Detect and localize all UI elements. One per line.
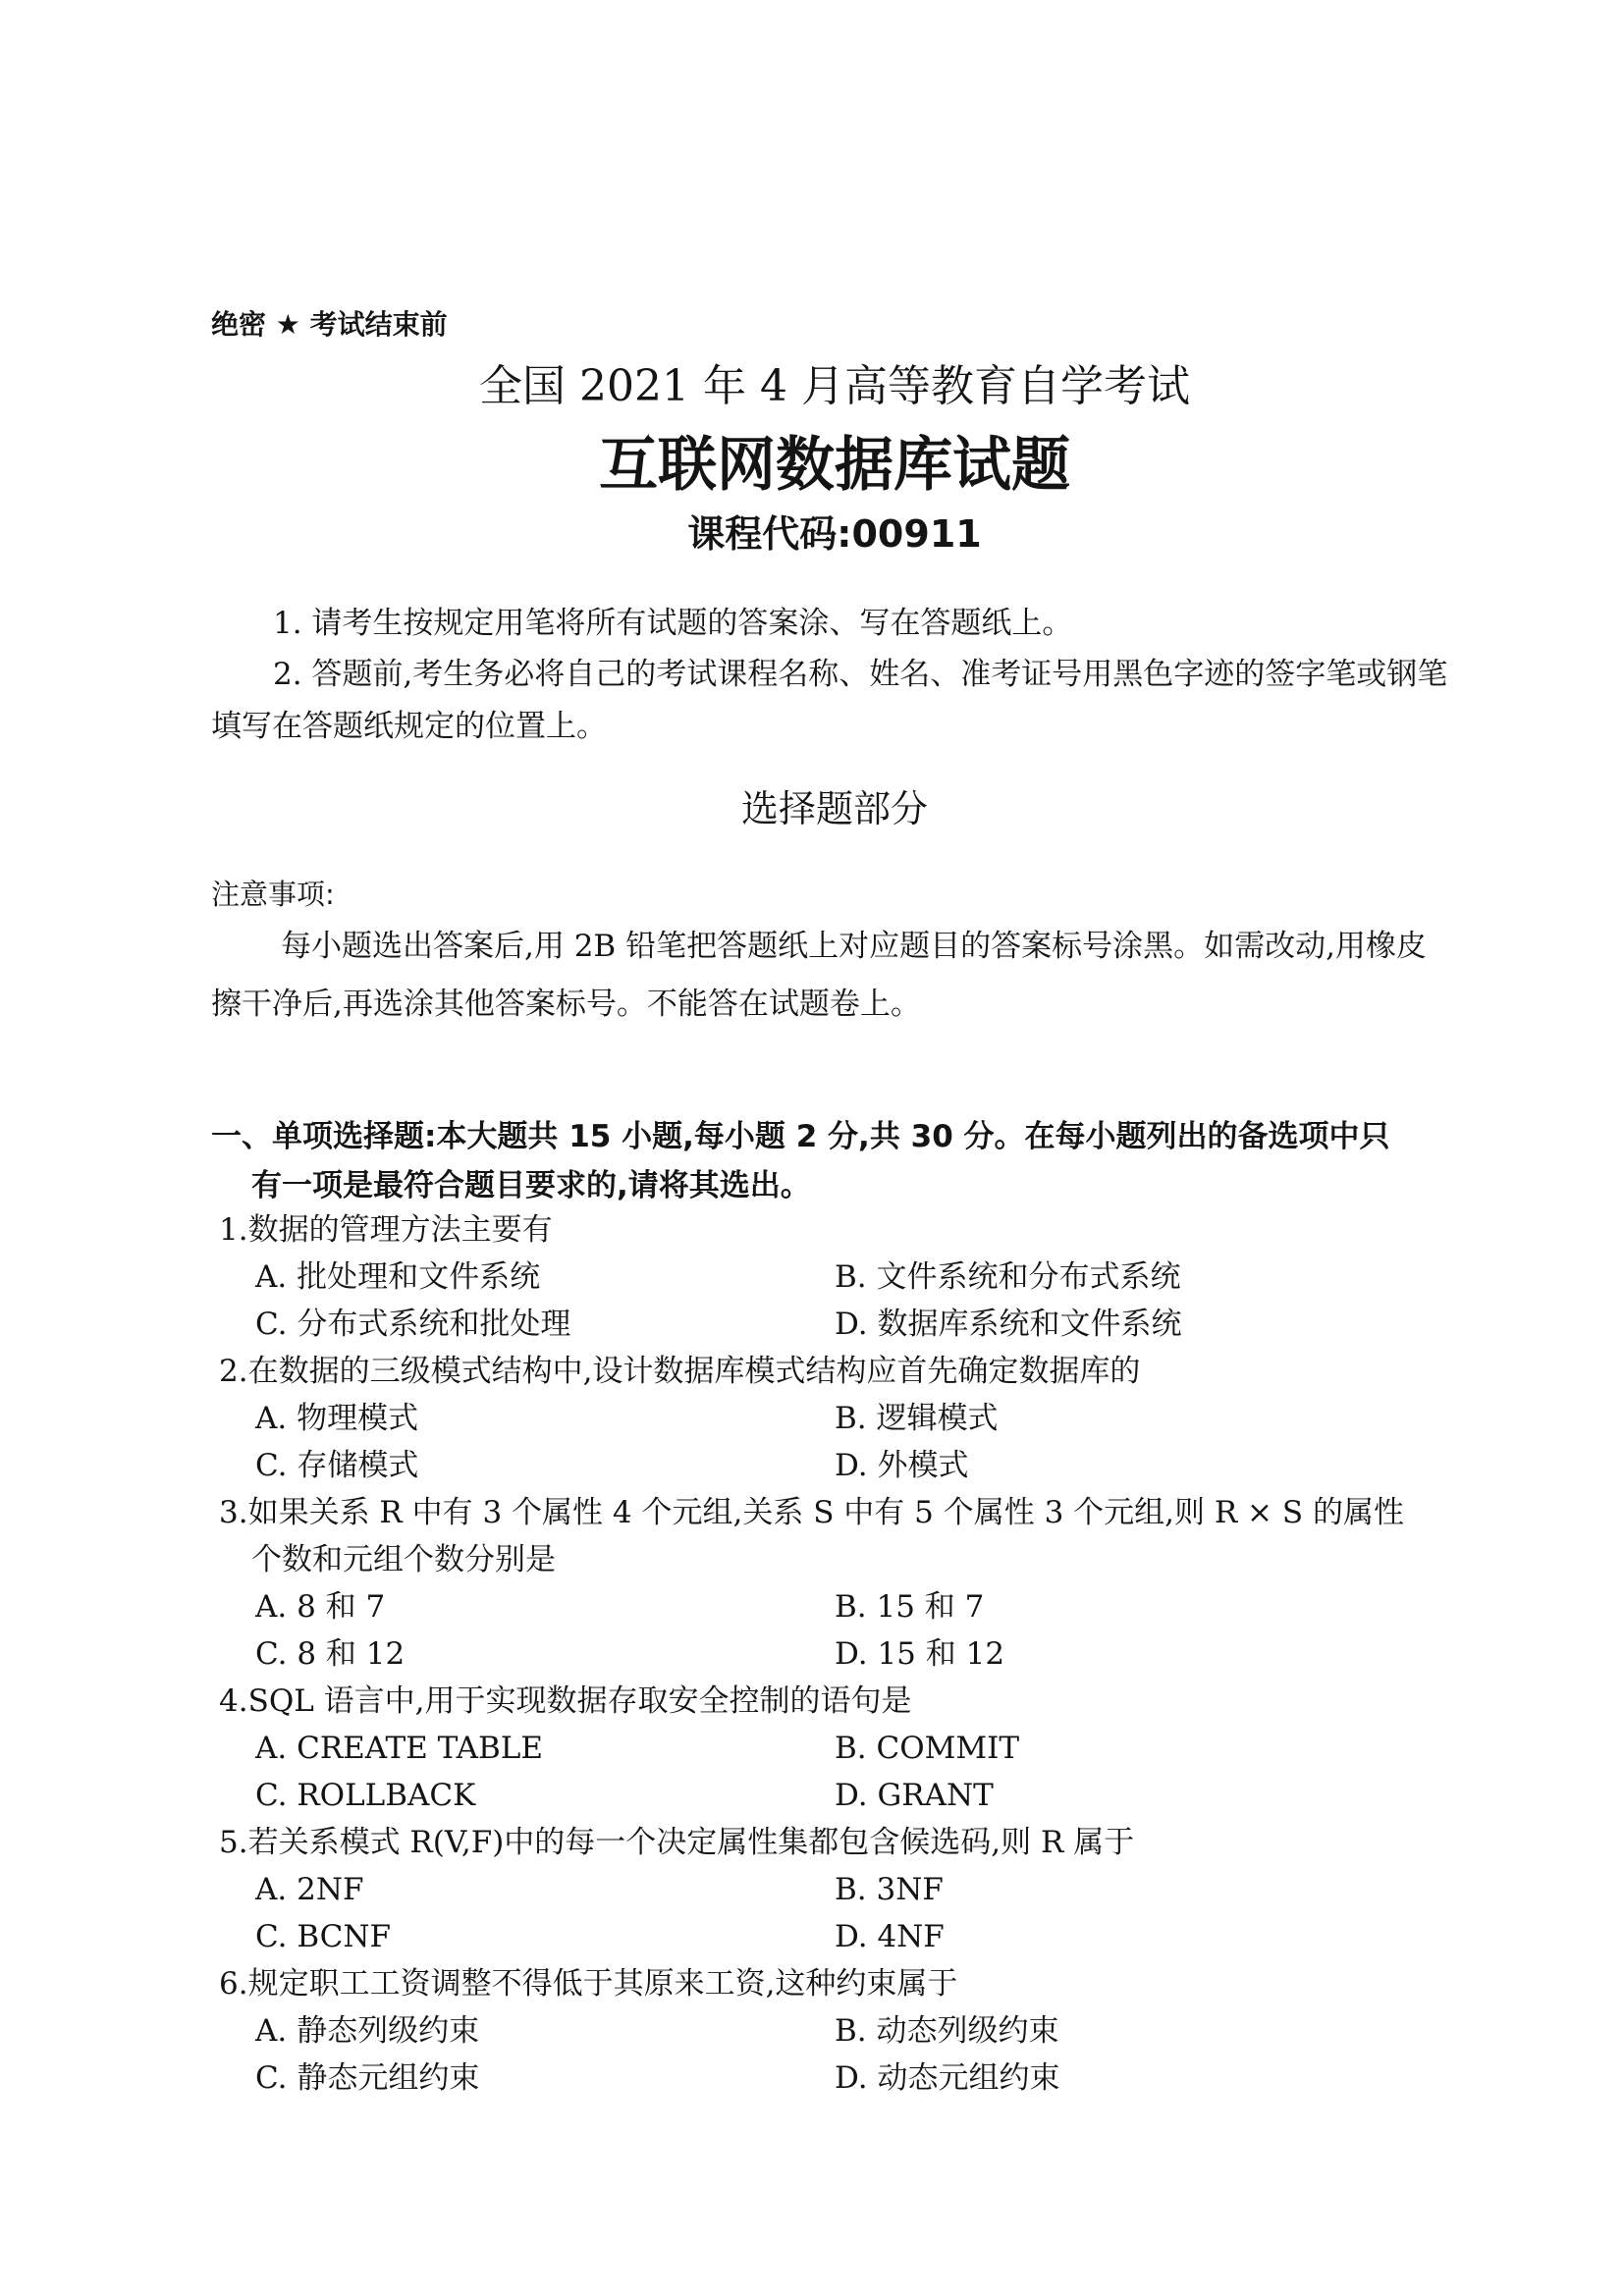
option-d: D. 4NF: [835, 1919, 945, 1954]
question-number: 1.: [219, 1212, 248, 1248]
option-d: D. 数据库系统和文件系统: [835, 1307, 1182, 1342]
option-row: [219, 1725, 1495, 1772]
option-b: B. 逻辑模式: [835, 1401, 999, 1436]
option-row: [219, 2007, 1495, 2055]
question-text: 若关系模式 R(V,F)中的每一个决定属性集都包含候选码,则 R 属于: [247, 1825, 1135, 1860]
option-row: [219, 2055, 1495, 2102]
question-number: 4.: [219, 1683, 248, 1719]
question-number: 6.: [219, 1966, 248, 2002]
notice-line-1: 每小题选出答案后,用 2B 铅笔把答题纸上对应题目的答案标号涂黑。如需改动,用橡皮: [281, 929, 1427, 964]
option-c: C. BCNF: [255, 1919, 392, 1954]
question-text: 在数据的三级模式结构中,设计数据库模式结构应首先确定数据库的: [247, 1354, 1141, 1389]
course-code: 课程代码:00911: [687, 512, 982, 556]
option-b: B. COMMIT: [835, 1731, 1020, 1766]
classification-label: 绝密 ★ 考试结束前: [211, 308, 448, 341]
option-row: [219, 1301, 1495, 1348]
option-a: A. 8 和 7: [255, 1589, 386, 1625]
option-row: [219, 1866, 1495, 1913]
question-stem: [219, 1678, 1495, 1725]
option-row: [219, 1254, 1495, 1301]
notice-line-2: 擦干净后,再选涂其他答案标号。不能答在试题卷上。: [211, 987, 921, 1022]
section-header-line-2: 有一项是最符合题目要求的,请将其选出。: [251, 1168, 811, 1203]
option-c: C. 8 和 12: [255, 1636, 406, 1672]
paper-title: 互联网数据库试题: [599, 431, 1070, 500]
instruction-2-line-1: 2. 答题前,考生务必将自己的考试课程名称、姓名、准考证号用黑色字迹的签字笔或钢笔: [273, 657, 1448, 692]
question-text: 如果关系 R 中有 3 个属性 4 个元组,关系 S 中有 5 个属性 3 个元组,则 R × S 的属性: [247, 1495, 1404, 1530]
option-b: B. 15 和 7: [835, 1589, 985, 1625]
option-b: B. 文件系统和分布式系统: [835, 1259, 1181, 1295]
option-a: A. 批处理和文件系统: [255, 1259, 541, 1295]
option-row: [219, 1630, 1495, 1678]
option-d: D. 15 和 12: [835, 1636, 1005, 1672]
question-number: 3.: [219, 1495, 248, 1530]
option-c: C. 存储模式: [255, 1448, 419, 1483]
option-c: C. 静态元组约束: [255, 2060, 480, 2096]
option-d: D. 外模式: [835, 1448, 969, 1483]
question-text: 规定职工工资调整不得低于其原来工资,这种约束属于: [247, 1966, 958, 2002]
option-row: [219, 1442, 1495, 1489]
option-row: [219, 1583, 1495, 1630]
option-row: [219, 1913, 1495, 1960]
question-number: 5.: [219, 1825, 248, 1860]
question-number: 2.: [219, 1354, 248, 1389]
instruction-2-line-2: 填写在答题纸规定的位置上。: [211, 709, 607, 744]
option-c: C. 分布式系统和批处理: [255, 1307, 571, 1342]
question-stem: [219, 1819, 1495, 1866]
instruction-1: 1. 请考生按规定用笔将所有试题的答案涂、写在答题纸上。: [273, 606, 1073, 641]
question-list: [219, 1206, 1495, 2102]
option-d: D. GRANT: [835, 1778, 994, 1813]
option-row: [219, 1395, 1495, 1442]
question-stem: [219, 1489, 1495, 1536]
question-stem: [219, 1348, 1495, 1395]
question-text: SQL 语言中,用于实现数据存取安全控制的语句是: [247, 1683, 912, 1719]
question-stem: [219, 1960, 1495, 2007]
choice-part-title: 选择题部分: [740, 787, 928, 830]
exam-title: 全国 2021 年 4 月高等教育自学考试: [479, 361, 1190, 411]
option-d: D. 动态元组约束: [835, 2060, 1060, 2096]
notice-title: 注意事项:: [211, 878, 335, 911]
option-a: A. 物理模式: [255, 1401, 419, 1436]
option-row: [219, 1772, 1495, 1819]
question-stem: [219, 1206, 1495, 1254]
option-b: B. 动态列级约束: [835, 2013, 1059, 2049]
option-c: C. ROLLBACK: [255, 1778, 476, 1813]
option-a: A. CREATE TABLE: [255, 1731, 544, 1766]
option-b: B. 3NF: [835, 1872, 944, 1907]
option-a: A. 静态列级约束: [255, 2013, 480, 2049]
question-text: 数据的管理方法主要有: [247, 1212, 553, 1248]
question-text-continued: 个数和元组个数分别是: [251, 1542, 556, 1577]
option-a: A. 2NF: [255, 1872, 364, 1907]
section-header-line-1: 一、单项选择题:本大题共 15 小题,每小题 2 分,共 30 分。在每小题列出的备选项中只: [211, 1119, 1390, 1154]
